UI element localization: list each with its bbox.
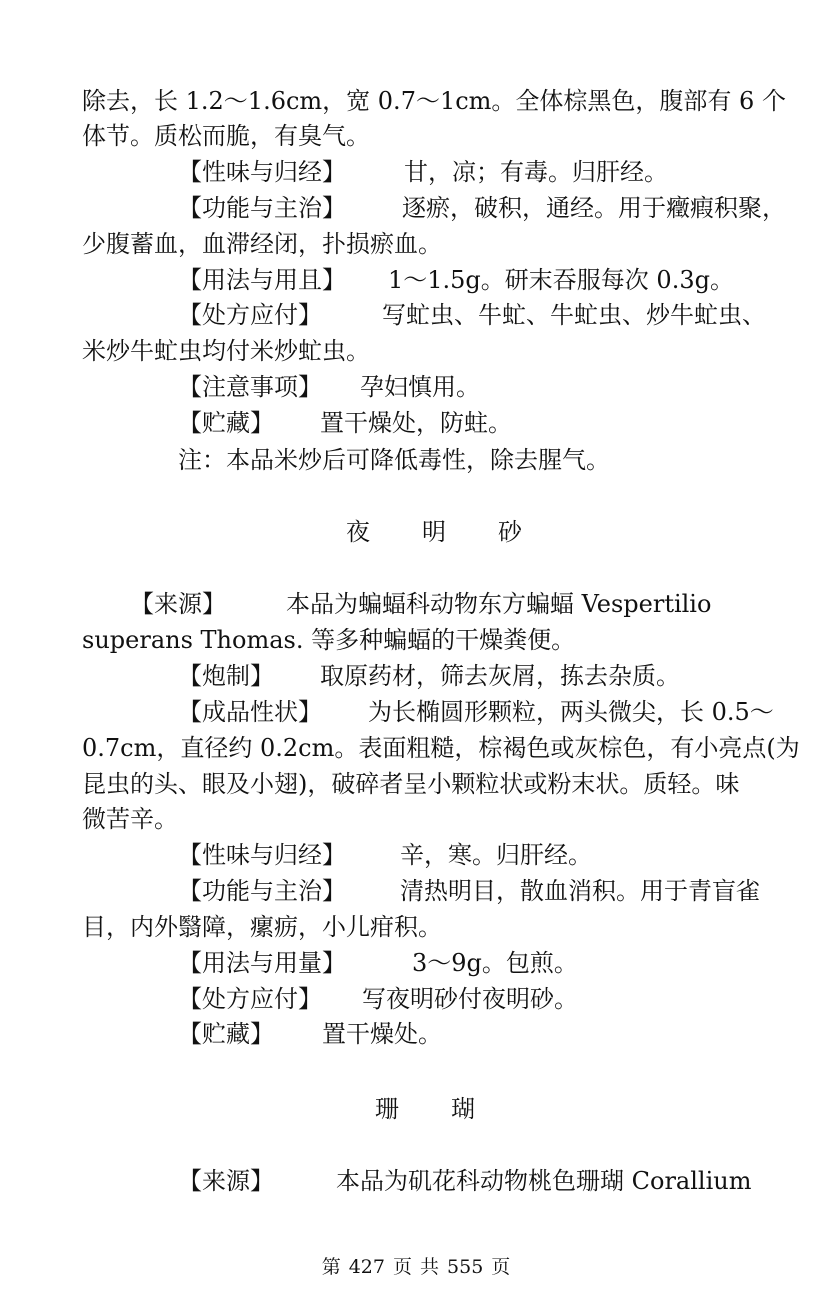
entry-line <box>178 659 680 693</box>
entry-line <box>178 263 734 297</box>
entry-line <box>178 982 578 1016</box>
section-label: 【来源】 <box>130 590 226 618</box>
text-line: 少腹蓄血，血滞经闭，扑损瘀血。 <box>82 230 442 258</box>
section-text: 清热明目，散血消积。用于青盲雀 <box>400 877 760 905</box>
section-title: 夜 明 砂 <box>346 518 522 546</box>
text-line: superans Thomas. 等多种蝙蝠的干燥粪便。 <box>82 626 576 654</box>
section-label: 【处方应付】 <box>178 985 322 1013</box>
note-line: 注：本品米炒后可降低毒性，除去腥气。 <box>178 446 610 474</box>
section-text: 为长椭圆形颗粒，两头微尖，长 0.5～ <box>368 698 774 726</box>
page-number: 427 <box>348 1256 385 1278</box>
entry-line <box>178 1017 442 1051</box>
section-text: 辛，寒。归肝经。 <box>400 841 592 869</box>
section-label: 【性味与归经】 <box>178 841 346 869</box>
section-text: 置干燥处。 <box>322 1020 442 1048</box>
text-line: 微苦辛。 <box>82 805 178 833</box>
entry-line <box>178 874 760 908</box>
section-text: 写夜明砂付夜明砂。 <box>362 985 578 1013</box>
page-total: 555 <box>447 1256 484 1278</box>
section-text: 置干燥处，防蛀。 <box>320 409 512 437</box>
section-title: 珊 瑚 <box>375 1095 475 1123</box>
page-footer: 第 427 页 共 555 页 <box>321 1256 511 1278</box>
section-label: 【用法与用且】 <box>178 266 346 294</box>
section-label: 【注意事项】 <box>178 373 322 401</box>
section-text: 取原药材，筛去灰屑，拣去杂质。 <box>320 662 680 690</box>
section-label: 【性味与归经】 <box>178 158 346 186</box>
section-label: 【处方应付】 <box>178 301 322 329</box>
text-line: 米炒牛虻虫均付米炒虻虫。 <box>82 337 370 365</box>
section-text: 1～1.5g。研末吞服每次 0.3g。 <box>388 266 734 294</box>
section-label: 【功能与主治】 <box>178 194 346 222</box>
entry-line <box>178 370 480 404</box>
entry-line <box>178 155 668 189</box>
entry-line <box>178 695 774 729</box>
entry-line <box>130 587 711 621</box>
section-text: 写虻虫、牛虻、牛虻虫、炒牛虻虫、 <box>382 301 766 329</box>
section-label: 【来源】 <box>178 1167 274 1195</box>
entry-line <box>178 298 766 332</box>
section-label: 【炮制】 <box>178 662 274 690</box>
entry-line <box>178 191 786 225</box>
entry-line <box>178 838 592 872</box>
section-text: 本品为矶花科动物桃色珊瑚 Corallium <box>336 1167 752 1195</box>
entry-line <box>178 946 578 980</box>
text-line: 目，内外翳障，瘰疬，小儿疳积。 <box>82 913 442 941</box>
section-label: 【贮藏】 <box>178 1020 274 1048</box>
section-text: 孕妇慎用。 <box>360 373 480 401</box>
section-label: 【贮藏】 <box>178 409 274 437</box>
section-text: 3～9g。包煎。 <box>412 949 578 977</box>
text-line: 体节。质松而脆，有臭气。 <box>82 122 370 150</box>
text-line: 除去，长 1.2～1.6cm，宽 0.7～1cm。全体棕黑色，腹部有 6 个 <box>82 87 786 115</box>
section-text: 逐瘀，破积，通经。用于癥瘕积聚， <box>402 194 786 222</box>
text-line: 0.7cm，直径约 0.2cm。表面粗糙，棕褐色或灰棕色，有小亮点(为 <box>82 734 800 762</box>
section-text: 甘，凉；有毒。归肝经。 <box>404 158 668 186</box>
section-label: 【用法与用量】 <box>178 949 346 977</box>
section-text: 本品为蝙蝠科动物东方蝙蝠 Vespertilio <box>286 590 712 618</box>
section-label: 【成品性状】 <box>178 698 322 726</box>
section-label: 【功能与主治】 <box>178 877 346 905</box>
entry-line <box>178 406 512 440</box>
entry-line <box>178 1164 751 1198</box>
text-line: 昆虫的头、眼及小翅)，破碎者呈小颗粒状或粉末状。质轻。味 <box>82 770 740 798</box>
